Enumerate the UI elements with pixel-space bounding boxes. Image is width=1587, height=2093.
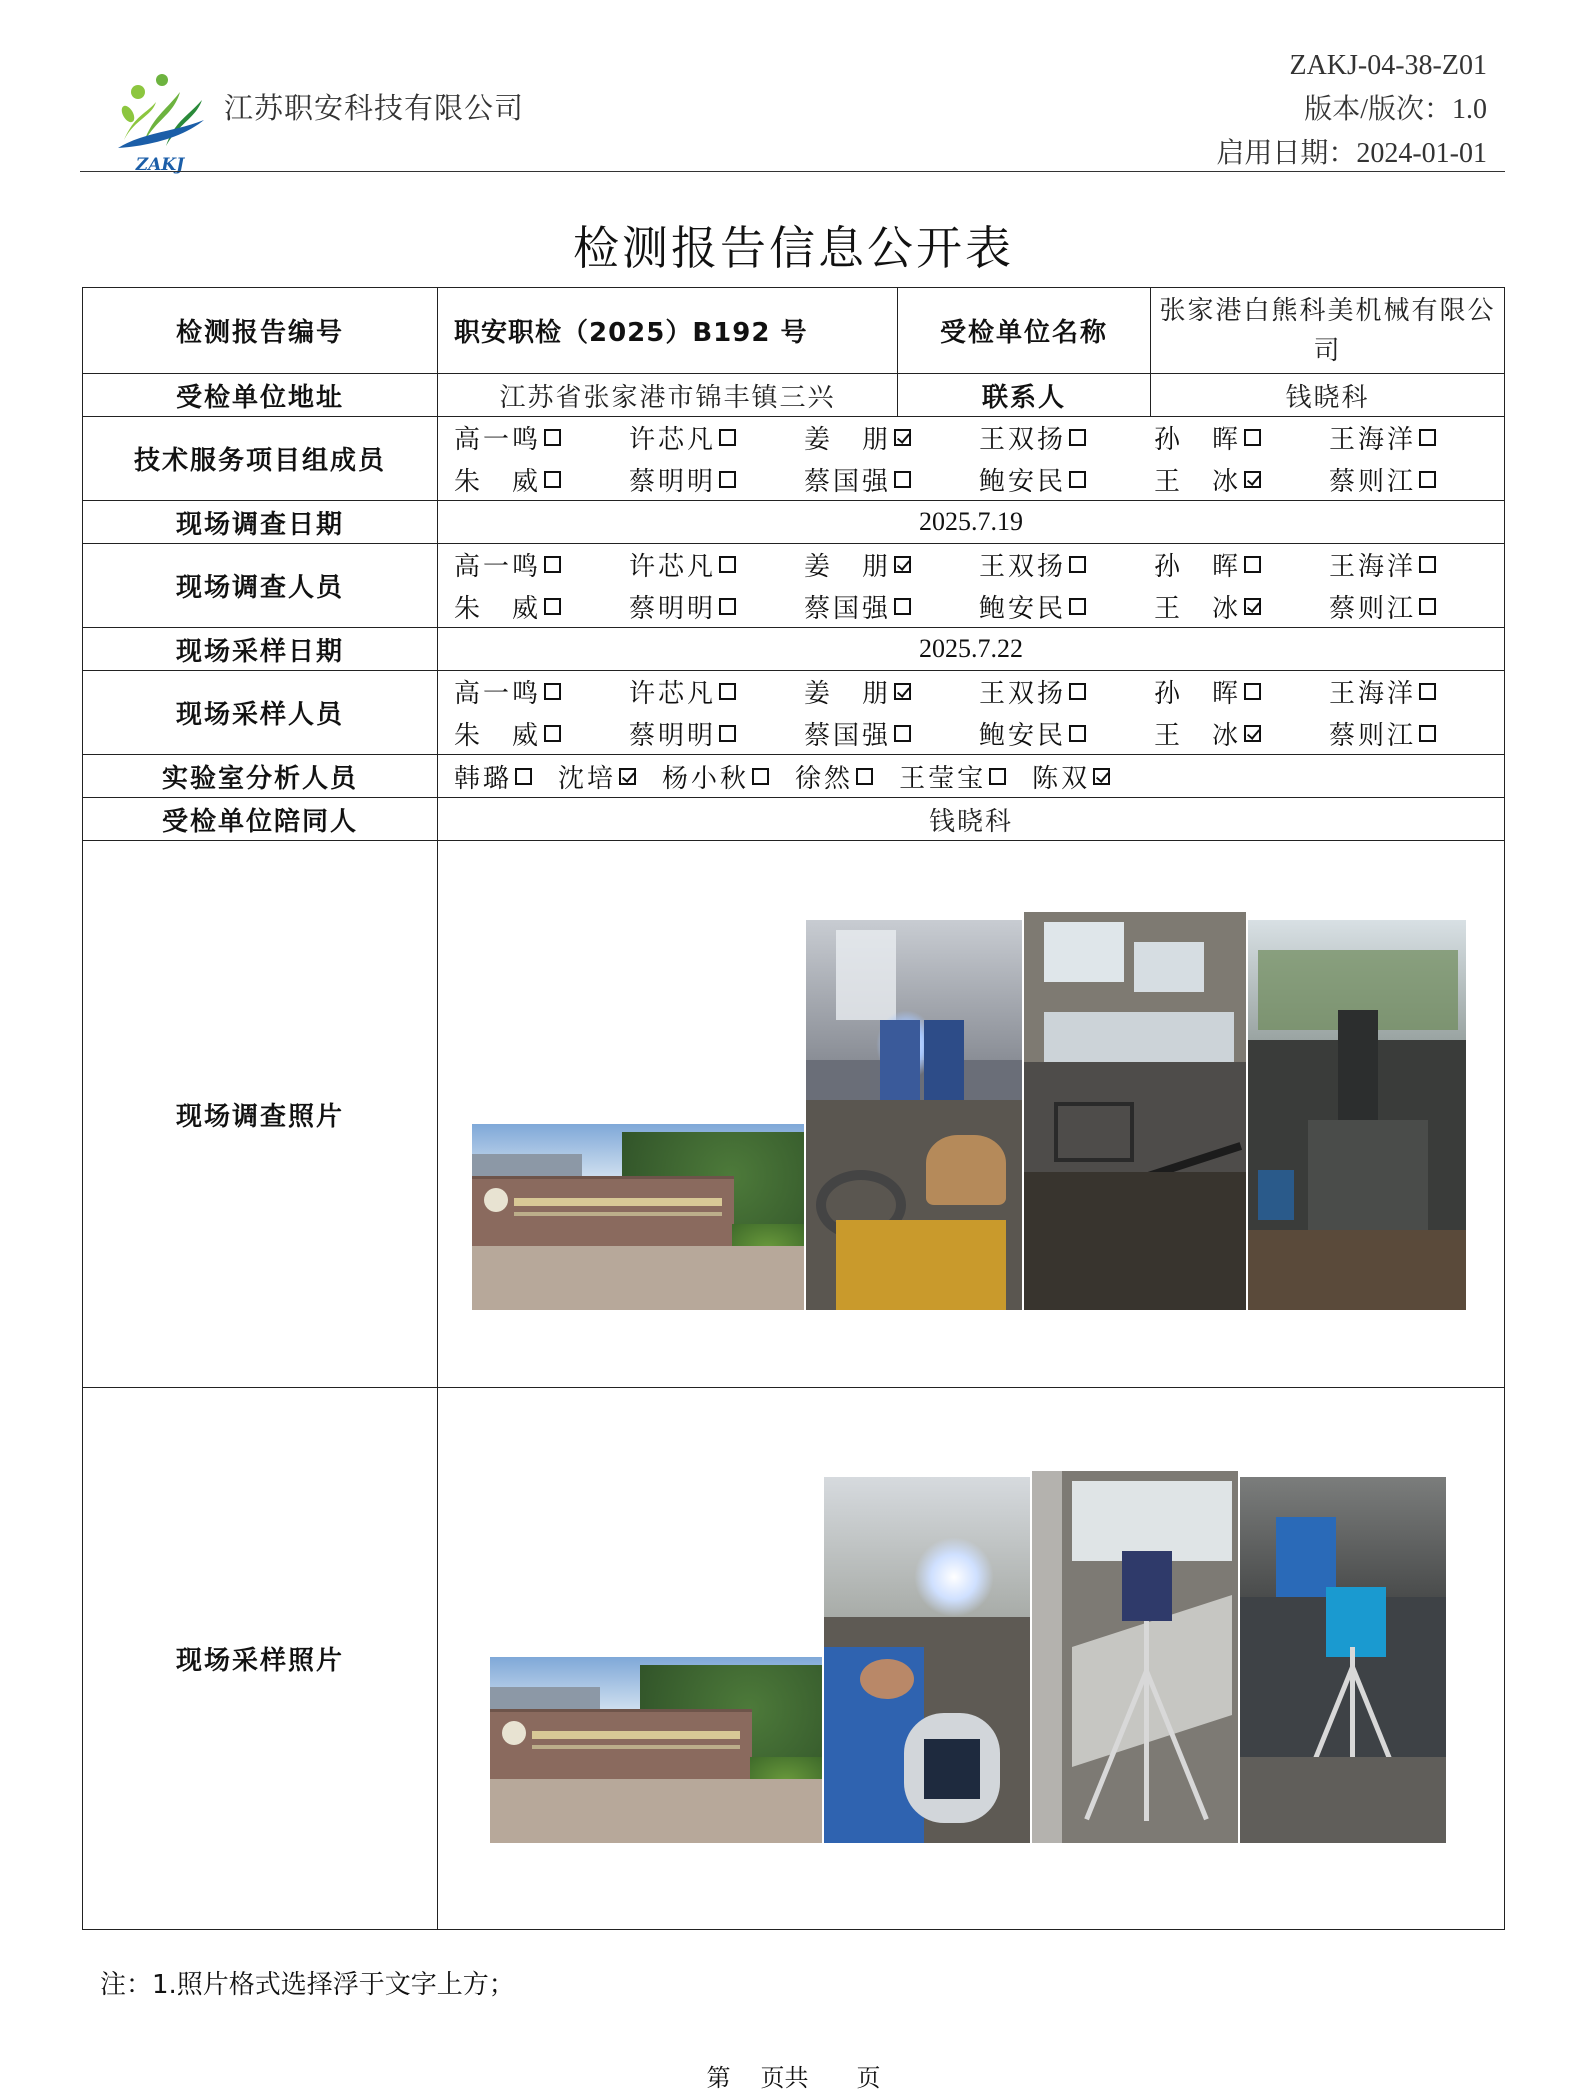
member-name: 蔡明明 [629, 467, 717, 497]
escort-label: 受检单位陪同人 [83, 798, 438, 841]
unit-name-label: 受检单位名称 [898, 288, 1151, 374]
company-logo [104, 62, 216, 174]
contact-value: 钱晓科 [1151, 374, 1505, 417]
member-name: 王双扬 [979, 552, 1067, 582]
page-suffix: 页 [856, 2064, 881, 2092]
member-name: 孙 晖 [1154, 552, 1242, 582]
member-entry [629, 419, 804, 456]
unchecked-box-icon[interactable] [1069, 471, 1086, 488]
member-entry [804, 546, 979, 583]
member-entry [454, 419, 629, 456]
member-entry [804, 588, 979, 625]
member-entry [1154, 419, 1329, 456]
member-name: 蔡则江 [1329, 594, 1417, 624]
member-name: 姜 朋 [804, 425, 892, 455]
member-name: 蔡国强 [804, 594, 892, 624]
worker-sampler-photo [1240, 1477, 1446, 1843]
team-members-cell [438, 417, 1505, 501]
member-entry [979, 461, 1154, 498]
member-name: 蔡则江 [1329, 467, 1417, 497]
member-name: 沈培 [558, 763, 617, 794]
unchecked-box-icon[interactable] [544, 471, 561, 488]
unchecked-box-icon[interactable] [1419, 598, 1436, 615]
member-entry [629, 715, 804, 752]
unchecked-box-icon[interactable] [544, 556, 561, 573]
page-middle: 页共 [760, 2064, 809, 2092]
member-entry [979, 419, 1154, 456]
machine-tool-photo [1248, 920, 1466, 1310]
workshop-interior-photo [1024, 912, 1246, 1310]
checked-box-icon[interactable] [1244, 598, 1261, 615]
member-name: 王莹宝 [899, 763, 987, 794]
page-number [0, 2058, 1587, 2093]
member-entry [1329, 673, 1504, 710]
table-row [83, 798, 1505, 841]
member-name: 王双扬 [979, 425, 1067, 455]
member-entry [1154, 546, 1329, 583]
unchecked-box-icon[interactable] [1419, 429, 1436, 446]
survey-staff-label: 现场调查人员 [83, 544, 438, 628]
member-entry [454, 461, 629, 498]
member-name: 朱 威 [454, 594, 542, 624]
unchecked-box-icon[interactable] [515, 768, 532, 785]
member-entry [662, 758, 769, 795]
contact-label: 联系人 [898, 374, 1151, 417]
unchecked-box-icon[interactable] [1244, 683, 1261, 700]
checked-box-icon[interactable] [1244, 725, 1261, 742]
table-row [83, 374, 1505, 417]
report-no-label: 检测报告编号 [83, 288, 438, 374]
noise-meter-photo [824, 1477, 1030, 1843]
sampling-staff-cell [438, 671, 1505, 755]
member-name: 鲍安民 [979, 467, 1067, 497]
sampling-photos-label: 现场采样照片 [83, 1388, 438, 1930]
member-entry [1154, 461, 1329, 498]
member-entry [795, 758, 873, 795]
survey-staff-cell [438, 544, 1505, 628]
sampler-tripod-photo [1032, 1471, 1238, 1843]
member-entry [804, 715, 979, 752]
member-entry [629, 673, 804, 710]
lab-staff-list [438, 758, 1504, 795]
member-entry [454, 673, 629, 710]
member-entry [804, 673, 979, 710]
sampling-staff-list [438, 673, 1504, 752]
member-name: 姜 朋 [804, 552, 892, 582]
survey-photos-cell [438, 841, 1505, 1388]
company-name: 江苏职安科技有限公司 [224, 91, 525, 125]
member-name: 许芯凡 [629, 552, 717, 582]
page-title: 检测报告信息公开表 [573, 221, 1014, 275]
member-name: 蔡国强 [804, 721, 892, 751]
member-name: 孙 晖 [1154, 679, 1242, 709]
unchecked-box-icon[interactable] [752, 768, 769, 785]
member-entry [979, 546, 1154, 583]
table-row [83, 841, 1505, 1388]
table-row [83, 755, 1505, 798]
survey-date-value: 2025.7.19 [438, 501, 1505, 544]
member-name: 朱 威 [454, 467, 542, 497]
unchecked-box-icon[interactable] [719, 556, 736, 573]
member-name: 韩璐 [454, 763, 513, 794]
member-name: 蔡国强 [804, 467, 892, 497]
member-name: 王 冰 [1154, 721, 1242, 751]
survey-photos-label: 现场调查照片 [83, 841, 438, 1388]
company-gate-photo [490, 1657, 822, 1843]
member-name: 高一鸣 [454, 679, 542, 709]
unchecked-box-icon[interactable] [544, 429, 561, 446]
address-value: 江苏省张家港市锦丰镇三兴 [438, 374, 898, 417]
unchecked-box-icon[interactable] [856, 768, 873, 785]
member-name: 姜 朋 [804, 679, 892, 709]
unchecked-box-icon[interactable] [1419, 725, 1436, 742]
footnote: 注：1.照片格式选择浮于文字上方； [100, 1970, 515, 2000]
member-entry [1329, 715, 1504, 752]
member-name: 徐然 [795, 763, 854, 794]
unchecked-box-icon[interactable] [989, 768, 1006, 785]
unchecked-box-icon[interactable] [1069, 429, 1086, 446]
checked-box-icon[interactable] [894, 556, 911, 573]
unchecked-box-icon[interactable] [1419, 556, 1436, 573]
unchecked-box-icon[interactable] [1069, 556, 1086, 573]
member-entry [979, 673, 1154, 710]
checked-box-icon[interactable] [1244, 471, 1261, 488]
unchecked-box-icon[interactable] [544, 598, 561, 615]
sampling-date-value: 2025.7.22 [438, 628, 1505, 671]
member-name: 高一鸣 [454, 425, 542, 455]
doc-version: 版本/版次：1.0 [1304, 94, 1487, 125]
member-name: 王双扬 [979, 679, 1067, 709]
escort-value: 钱晓科 [438, 798, 1505, 841]
member-entry [629, 546, 804, 583]
unchecked-box-icon[interactable] [1069, 725, 1086, 742]
unchecked-box-icon[interactable] [544, 683, 561, 700]
team-label: 技术服务项目组成员 [83, 417, 438, 501]
unchecked-box-icon[interactable] [894, 598, 911, 615]
table-row [83, 671, 1505, 755]
member-name: 蔡明明 [629, 721, 717, 751]
member-entry [1154, 715, 1329, 752]
survey-staff-list [438, 546, 1504, 625]
sampling-date-label: 现场采样日期 [83, 628, 438, 671]
member-entry [1154, 588, 1329, 625]
member-name: 陈双 [1032, 763, 1091, 794]
member-entry [454, 758, 532, 795]
member-name: 杨小秋 [662, 763, 750, 794]
document-meta [1216, 44, 1487, 176]
checked-box-icon[interactable] [1093, 768, 1110, 785]
unchecked-box-icon[interactable] [719, 598, 736, 615]
unchecked-box-icon[interactable] [1069, 683, 1086, 700]
sampling-photos-cell [438, 1388, 1505, 1930]
unchecked-box-icon[interactable] [1419, 683, 1436, 700]
member-entry [1329, 588, 1504, 625]
report-info-table [82, 287, 1505, 1930]
unchecked-box-icon[interactable] [719, 471, 736, 488]
member-name: 朱 威 [454, 721, 542, 751]
table-row [83, 1388, 1505, 1930]
unchecked-box-icon[interactable] [544, 725, 561, 742]
unchecked-box-icon[interactable] [894, 471, 911, 488]
unchecked-box-icon[interactable] [719, 725, 736, 742]
member-entry [804, 419, 979, 456]
member-entry [454, 715, 629, 752]
member-entry [899, 758, 1006, 795]
member-entry [804, 461, 979, 498]
member-name: 王 冰 [1154, 594, 1242, 624]
unchecked-box-icon[interactable] [1244, 556, 1261, 573]
unchecked-box-icon[interactable] [719, 683, 736, 700]
table-row [83, 544, 1505, 628]
checked-box-icon[interactable] [619, 768, 636, 785]
member-name: 孙 晖 [1154, 425, 1242, 455]
member-name: 王海洋 [1329, 552, 1417, 582]
lab-staff-label: 实验室分析人员 [83, 755, 438, 798]
member-entry [454, 588, 629, 625]
logo-text: ZAKJ [135, 155, 185, 174]
team-member-list [438, 419, 1504, 498]
table-row [83, 417, 1505, 501]
page-prefix: 第 [706, 2064, 731, 2092]
unchecked-box-icon[interactable] [1244, 429, 1261, 446]
member-name: 许芯凡 [629, 679, 717, 709]
address-label: 受检单位地址 [83, 374, 438, 417]
member-name: 王海洋 [1329, 679, 1417, 709]
member-name: 鲍安民 [979, 594, 1067, 624]
survey-date-label: 现场调查日期 [83, 501, 438, 544]
checked-box-icon[interactable] [894, 429, 911, 446]
table-row [83, 628, 1505, 671]
member-name: 高一鸣 [454, 552, 542, 582]
member-entry [558, 758, 636, 795]
checked-box-icon[interactable] [894, 683, 911, 700]
lab-staff-cell [438, 755, 1505, 798]
member-name: 王 冰 [1154, 467, 1242, 497]
member-name: 蔡明明 [629, 594, 717, 624]
member-entry [1154, 673, 1329, 710]
doc-start-date: 启用日期：2024-01-01 [1216, 138, 1487, 169]
member-entry [1329, 546, 1504, 583]
table-row [83, 501, 1505, 544]
unchecked-box-icon[interactable] [1069, 598, 1086, 615]
member-entry [979, 715, 1154, 752]
member-entry [1329, 419, 1504, 456]
sampling-staff-label: 现场采样人员 [83, 671, 438, 755]
member-entry [1329, 461, 1504, 498]
member-name: 鲍安民 [979, 721, 1067, 751]
member-entry [979, 588, 1154, 625]
doc-code: ZAKJ-04-38-Z01 [1289, 50, 1487, 81]
member-name: 许芯凡 [629, 425, 717, 455]
welding-workshop-photo [806, 920, 1022, 1310]
member-entry [629, 588, 804, 625]
member-entry [454, 546, 629, 583]
report-no-value: 职安职检（2025）B192 号 [438, 288, 898, 374]
unchecked-box-icon[interactable] [894, 725, 911, 742]
unchecked-box-icon[interactable] [1419, 471, 1436, 488]
company-gate-photo [472, 1124, 804, 1310]
member-name: 蔡则江 [1329, 721, 1417, 751]
unchecked-box-icon[interactable] [719, 429, 736, 446]
member-entry [629, 461, 804, 498]
table-row [83, 288, 1505, 374]
header-divider [80, 171, 1505, 172]
member-name: 王海洋 [1329, 425, 1417, 455]
unit-name-value: 张家港白熊科美机械有限公司 [1151, 288, 1505, 374]
member-entry [1032, 758, 1110, 795]
